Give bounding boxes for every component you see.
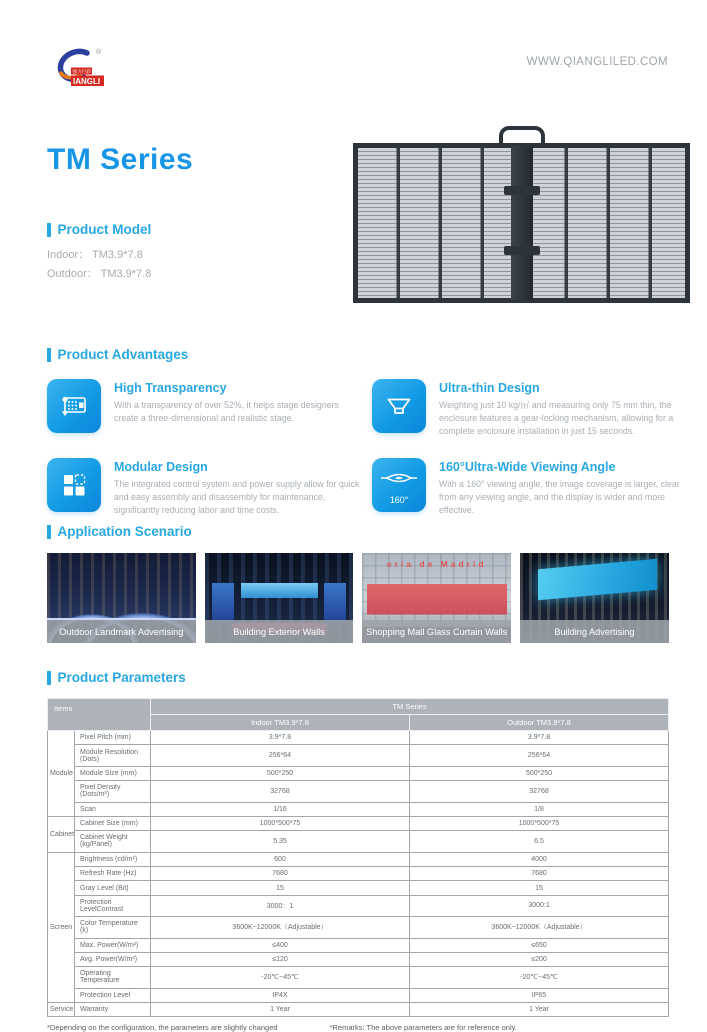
param-label: Max. Power(W/m²): [75, 938, 151, 952]
ultra-thin-icon: [372, 379, 426, 433]
table-row: [48, 881, 669, 895]
param-value-indoor: 1 Year: [151, 1003, 410, 1017]
product-image-center-post: [511, 146, 533, 300]
product-model-section: [47, 222, 151, 284]
product-parameters-section: [47, 670, 669, 1032]
param-label: Module Resolution (Dots): [75, 745, 151, 766]
table-row: [48, 816, 669, 830]
application-scenario-section: [47, 524, 669, 643]
param-value-indoor: 1/16: [151, 802, 410, 816]
advantage-title: High Transparency: [114, 381, 227, 395]
param-value-indoor: -20℃~45℃: [151, 967, 410, 988]
indoor-header-cell: Indoor TM3.9*7.8: [151, 715, 410, 731]
table-row: [48, 988, 669, 1002]
advantage-ultra-thin: [372, 379, 687, 439]
scenario-photo-outdoor-landmark: [47, 553, 196, 643]
table-row: [48, 852, 669, 866]
param-value-outdoor: 256*64: [410, 745, 669, 766]
param-value-indoor: 3600K~12000K（Adjustable）: [151, 917, 410, 938]
param-label: Color Temperature (k): [75, 917, 151, 938]
param-label: Gray Level (Bit): [75, 881, 151, 895]
logo-sub-text: 强力巨彩: [72, 69, 91, 74]
product-image-flange: [504, 246, 540, 255]
param-value-outdoor: 6.5: [410, 831, 669, 852]
param-value-indoor: 15: [151, 881, 410, 895]
param-value-indoor: ≤120: [151, 952, 410, 966]
advantage-modular: [47, 458, 362, 518]
table-row: [48, 766, 669, 780]
param-value-outdoor: 3.9*7.8: [410, 731, 669, 745]
param-value-indoor: 3.9*7.8: [151, 731, 410, 745]
param-value-indoor: 256*64: [151, 745, 410, 766]
param-value-indoor: 7680: [151, 867, 410, 881]
logo-name-text: IANGLI: [73, 77, 101, 86]
param-value-outdoor: 1000*500*75: [410, 816, 669, 830]
footnote-remarks: *Remarks: The above parameters are for reference only.: [329, 1023, 517, 1032]
scenario-photo-text: eria de Madrid: [386, 559, 487, 569]
advantage-desc: The integrated control system and power supply allow for quick and easy assembly and disassembly for maintenance, significantly reducing labor and time costs.: [114, 478, 360, 515]
param-label: Protection LevelContrast: [75, 895, 151, 916]
param-label: Cabinet Size (mm): [75, 816, 151, 830]
param-value-indoor: ≤400: [151, 938, 410, 952]
param-label: Scan: [75, 802, 151, 816]
table-header-row: [48, 699, 669, 715]
param-value-outdoor: 32768: [410, 781, 669, 802]
param-value-outdoor: 1 Year: [410, 1003, 669, 1017]
param-value-indoor: 1000*500*75: [151, 816, 410, 830]
heading-bar: [47, 348, 51, 362]
page-title: TM Series: [47, 143, 194, 176]
product-advantages-section: [47, 347, 680, 517]
advantage-title: Modular Design: [114, 459, 208, 474]
param-label: Cabinet Weight (kg/Panel): [75, 831, 151, 852]
viewing-angle-icon: [372, 458, 426, 512]
scenario-photo-building-exterior: [205, 553, 354, 643]
transparency-icon: [47, 379, 101, 433]
table-row: [48, 967, 669, 988]
product-image-panel: [353, 143, 690, 303]
table-row: [48, 895, 669, 916]
product-image: [353, 126, 690, 303]
table-row: [48, 781, 669, 802]
scenario-led-band: [538, 559, 657, 600]
param-value-outdoor: 4000: [410, 852, 669, 866]
param-value-outdoor: 7680: [410, 867, 669, 881]
advantage-viewing-angle: [372, 458, 687, 518]
heading-bar: [47, 525, 51, 539]
param-value-outdoor: IP65: [410, 988, 669, 1002]
param-label: Operating Temperature: [75, 967, 151, 988]
group-cell-service: Service: [48, 1003, 75, 1017]
table-row: [48, 802, 669, 816]
param-value-outdoor: 1/8: [410, 802, 669, 816]
param-label: Warranty: [75, 1003, 151, 1017]
param-value-outdoor: 3600K~12000K（Adjustable）: [410, 917, 669, 938]
outdoor-header-cell: Outdoor TM3.9*7.8: [410, 715, 669, 731]
scenario-caption: Outdoor Landmark Advertising: [47, 620, 196, 643]
param-label: Pixel Density (Dots/m²): [75, 781, 151, 802]
advantage-desc: With a 160° viewing angle, the image coverage is larger, clear from any viewing angle, and the display is wider and more effective.: [439, 478, 680, 515]
param-label: Pixel Pitch (mm): [75, 731, 151, 745]
model-outdoor: Outdoor： TM3.9*7.8: [47, 268, 152, 280]
heading-bar: [47, 223, 51, 237]
product-advantages-heading: Product Advantages: [47, 347, 669, 362]
scenario-caption: Building Exterior Walls: [205, 620, 354, 643]
advantage-desc: With a transparency of over 52%, it helps stage designers create a three-dimensional and realistic stage.: [114, 400, 339, 424]
product-parameters-heading: Product Parameters: [47, 670, 669, 685]
param-label: Avg. Power(W/m²): [75, 952, 151, 966]
param-value-outdoor: ≤200: [410, 952, 669, 966]
param-value-indoor: 500*250: [151, 766, 410, 780]
scenario-photo-building-advertising: [520, 553, 669, 643]
website-url[interactable]: WWW.QIANGLILED.COM: [526, 56, 668, 68]
table-row: [48, 1003, 669, 1017]
table-row: [48, 952, 669, 966]
group-cell-module: Module: [48, 731, 75, 817]
modular-icon: [47, 458, 101, 512]
advantage-title: Ultra-thin Design: [439, 381, 540, 395]
param-label: Protection Level: [75, 988, 151, 1002]
model-indoor: Indoor： TM3.9*7.8: [47, 249, 143, 261]
table-row: [48, 867, 669, 881]
viewing-angle-icon-label: 160°: [389, 494, 409, 505]
param-value-outdoor: 15: [410, 881, 669, 895]
param-value-indoor: 32768: [151, 781, 410, 802]
items-header-cell: Items: [48, 699, 151, 731]
param-value-indoor: IP4X: [151, 988, 410, 1002]
table-row: [48, 831, 669, 852]
series-header-cell: TM Series: [151, 699, 669, 715]
param-label: Refresh Rate (Hz): [75, 867, 151, 881]
application-scenario-heading: Application Scenario: [47, 524, 669, 539]
footnote-configuration: *Depending on the configuration, the parameters are slightly changed: [47, 1023, 278, 1032]
table-row: [48, 938, 669, 952]
scenario-caption: Shopping Mall Glass Curtain Walls: [362, 620, 511, 643]
heading-bar: [47, 671, 51, 685]
group-cell-cabinet: Cabinet: [48, 816, 75, 852]
group-cell-screen: Screen: [48, 852, 75, 1002]
param-value-outdoor: 500*250: [410, 766, 669, 780]
table-row: [48, 731, 669, 745]
product-image-flange: [504, 186, 540, 195]
param-value-outdoor: ≤650: [410, 938, 669, 952]
product-model-heading: Product Model: [47, 222, 151, 237]
param-value-indoor: 5.35: [151, 831, 410, 852]
param-value-indoor: 3000：1: [151, 895, 410, 916]
qiangli-logo-icon: [46, 44, 112, 92]
advantage-desc: Weighting just 10 kg/㎡ and measuring only 75 mm thin, the enclosure features a gear-locking mechanism, allowing for a complete enclosure installation in just 15 seconds.: [439, 400, 674, 437]
logo-reg-mark: ®: [96, 49, 102, 56]
parameters-table: [47, 698, 669, 1017]
table-row: [48, 917, 669, 938]
param-label: Brightness (cd/m²): [75, 852, 151, 866]
param-value-indoor: 600: [151, 852, 410, 866]
scenario-caption: Building Advertising: [520, 620, 669, 643]
advantage-high-transparency: [47, 379, 362, 439]
advantage-title: 160°Ultra-Wide Viewing Angle: [439, 459, 616, 474]
param-label: Module Size (mm): [75, 766, 151, 780]
param-value-outdoor: -20℃~45℃: [410, 967, 669, 988]
scenario-photo-shopping-mall: [362, 553, 511, 643]
table-row: [48, 745, 669, 766]
param-value-outdoor: 3000:1: [410, 895, 669, 916]
